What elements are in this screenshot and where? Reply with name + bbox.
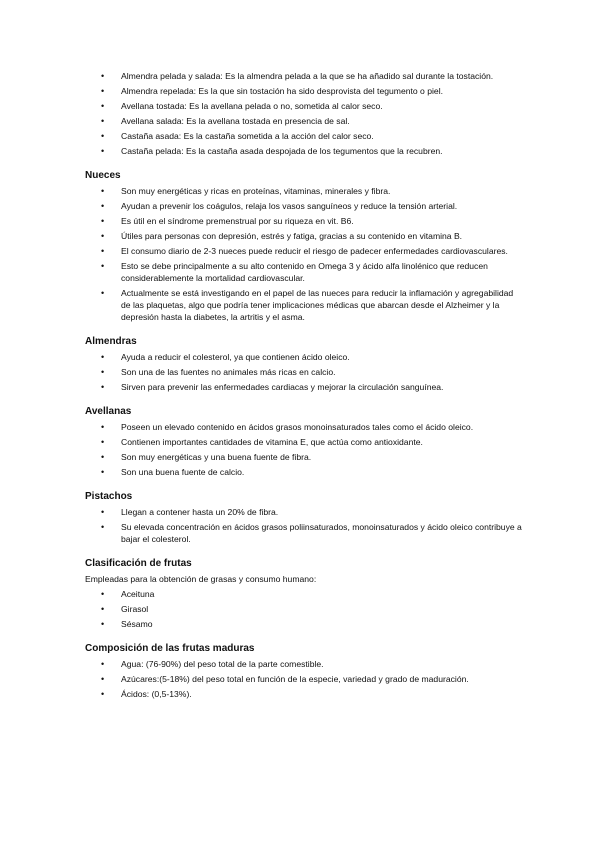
list-item	[85, 145, 525, 157]
section-avellanas	[85, 405, 525, 478]
list-item-text: Ayudan a prevenir los coágulos, relaja los vasos sanguíneos y reduce la tensión arterial.	[121, 201, 458, 211]
list-item-text: Son una buena fuente de calcio.	[121, 467, 245, 477]
bullet-icon: •	[101, 131, 105, 141]
list-item	[85, 381, 525, 393]
bullet-icon: •	[101, 101, 105, 111]
bullet-icon: •	[101, 86, 105, 96]
list-item	[85, 421, 525, 433]
list-item-text: Su elevada concentración en ácidos grasos poliinsaturados, monoinsaturados y ácido oleico contribuye a bajar el colesterol.	[121, 522, 522, 544]
list-item	[85, 245, 525, 257]
section-composicion-frutas	[85, 642, 525, 700]
list-item	[85, 366, 525, 378]
bullet-icon: •	[101, 507, 105, 517]
bullet-icon: •	[101, 452, 105, 462]
list-item-text: Es útil en el síndrome premenstrual por su riqueza en vit. B6.	[121, 216, 354, 226]
bullet-icon: •	[101, 288, 105, 298]
list-item-text: Ayuda a reducir el colesterol, ya que contienen ácido oleico.	[121, 352, 350, 362]
list-item-text: Almendra pelada y salada: Es la almendra pelada a la que se ha añadido sal durante la tostación.	[121, 71, 494, 81]
list-item	[85, 85, 525, 97]
section-heading: Nueces	[85, 170, 121, 181]
list-item	[85, 200, 525, 212]
bullet-icon: •	[101, 522, 105, 532]
list-item-text: Útiles para personas con depresión, estrés y fatiga, gracias a su contenido en vitamina B.	[121, 231, 463, 241]
section-heading: Composición de las frutas maduras	[85, 643, 255, 654]
list-item-text: Contienen importantes cantidades de vitamina E, que actúa como antioxidante.	[121, 437, 423, 447]
list-item-text: El consumo diario de 2-3 nueces puede reducir el riesgo de padecer enfermedades cardiovasculares.	[121, 246, 508, 256]
list-item	[85, 506, 525, 518]
list-item	[85, 70, 525, 82]
list-item-text: Girasol	[121, 604, 149, 614]
bullet-icon: •	[101, 674, 105, 684]
list-item-text: Aceituna	[121, 589, 155, 599]
list-item	[85, 185, 525, 197]
list-item	[85, 673, 525, 685]
list-item-text: Son muy energéticas y ricas en proteínas, vitaminas, minerales y fibra.	[121, 186, 391, 196]
list-item-text: Son muy energéticas y una buena fuente de fibra.	[121, 452, 312, 462]
list-item-text: Son una de las fuentes no animales más ricas en calcio.	[121, 367, 336, 377]
list-item-text: Castaña asada: Es la castaña sometida a la acción del calor seco.	[121, 131, 374, 141]
list-item	[85, 351, 525, 363]
list-item	[85, 618, 525, 630]
list-item	[85, 100, 525, 112]
list-item	[85, 287, 525, 323]
list-item	[85, 115, 525, 127]
bullet-icon: •	[101, 382, 105, 392]
list-item-text: Poseen un elevado contenido en ácidos grasos monoinsaturados tales como el ácido oleico.	[121, 422, 474, 432]
bullet-icon: •	[101, 186, 105, 196]
bullet-icon: •	[101, 261, 105, 271]
list-item	[85, 658, 525, 670]
list-item	[85, 466, 525, 478]
section-pistachos	[85, 490, 525, 545]
top-bullet-list	[85, 70, 525, 157]
list-item-text: Llegan a contener hasta un 20% de fibra.	[121, 507, 279, 517]
list-item-text: Sésamo	[121, 619, 153, 629]
section-list	[85, 658, 525, 700]
section-list	[85, 351, 525, 393]
bullet-icon: •	[101, 619, 105, 629]
section-heading: Avellanas	[85, 406, 132, 417]
section-clasificacion-frutas	[85, 557, 525, 630]
list-item	[85, 603, 525, 615]
bullet-icon: •	[101, 689, 105, 699]
document-content	[85, 70, 525, 703]
section-nueces	[85, 169, 525, 323]
list-item	[85, 451, 525, 463]
list-item-text: Avellana salada: Es la avellana tostada en presencia de sal.	[121, 116, 350, 126]
list-item	[85, 130, 525, 142]
section-list	[85, 588, 525, 630]
bullet-icon: •	[101, 367, 105, 377]
list-item	[85, 588, 525, 600]
list-item-text: Agua: (76-90%) del peso total de la parte comestible.	[121, 659, 324, 669]
list-item-text: Azúcares:(5-18%) del peso total en función de la especie, variedad y grado de maduración.	[121, 674, 469, 684]
bullet-icon: •	[101, 146, 105, 156]
section-heading: Almendras	[85, 336, 137, 347]
bullet-icon: •	[101, 246, 105, 256]
bullet-icon: •	[101, 589, 105, 599]
section-heading: Clasificación de frutas	[85, 558, 192, 569]
bullet-icon: •	[101, 71, 105, 81]
list-item	[85, 215, 525, 227]
section-heading: Pistachos	[85, 491, 133, 502]
list-item-text: Actualmente se está investigando en el papel de las nueces para reducir la inflamación y agregabilidad de las plaquetas, algo que podría tener implicaciones médicas que abarcan desde el Alzheimer y la depresión hasta la diabetes, la artritis y el asma.	[121, 288, 514, 322]
list-item-text: Sirven para prevenir las enfermedades cardiacas y mejorar la circulación sanguínea.	[121, 382, 444, 392]
bullet-icon: •	[101, 659, 105, 669]
section-list	[85, 421, 525, 478]
list-item	[85, 521, 525, 545]
list-item-text: Almendra repelada: Es la que sin tostación ha sido desprovista del tegumento o piel.	[121, 86, 443, 96]
list-item	[85, 436, 525, 448]
bullet-icon: •	[101, 604, 105, 614]
list-item-text: Esto se debe principalmente a su alto contenido en Omega 3 y ácido alfa linolénico que reducen considerablemente la mortalidad cardiovascular.	[121, 261, 488, 283]
bullet-icon: •	[101, 231, 105, 241]
section-list	[85, 185, 525, 323]
section-intro: Empleadas para la obtención de grasas y consumo humano:	[85, 574, 317, 584]
bullet-icon: •	[101, 437, 105, 447]
list-item	[85, 230, 525, 242]
list-item	[85, 260, 525, 284]
section-almendras	[85, 335, 525, 393]
bullet-icon: •	[101, 216, 105, 226]
bullet-icon: •	[101, 116, 105, 126]
list-item	[85, 688, 525, 700]
list-item-text: Ácidos: (0,5-13%).	[121, 689, 192, 699]
list-item-text: Castaña pelada: Es la castaña asada despojada de los tegumentos que la recubren.	[121, 146, 443, 156]
bullet-icon: •	[101, 201, 105, 211]
list-item-text: Avellana tostada: Es la avellana pelada o no, sometida al calor seco.	[121, 101, 383, 111]
bullet-icon: •	[101, 467, 105, 477]
bullet-icon: •	[101, 352, 105, 362]
section-list	[85, 506, 525, 545]
bullet-icon: •	[101, 422, 105, 432]
